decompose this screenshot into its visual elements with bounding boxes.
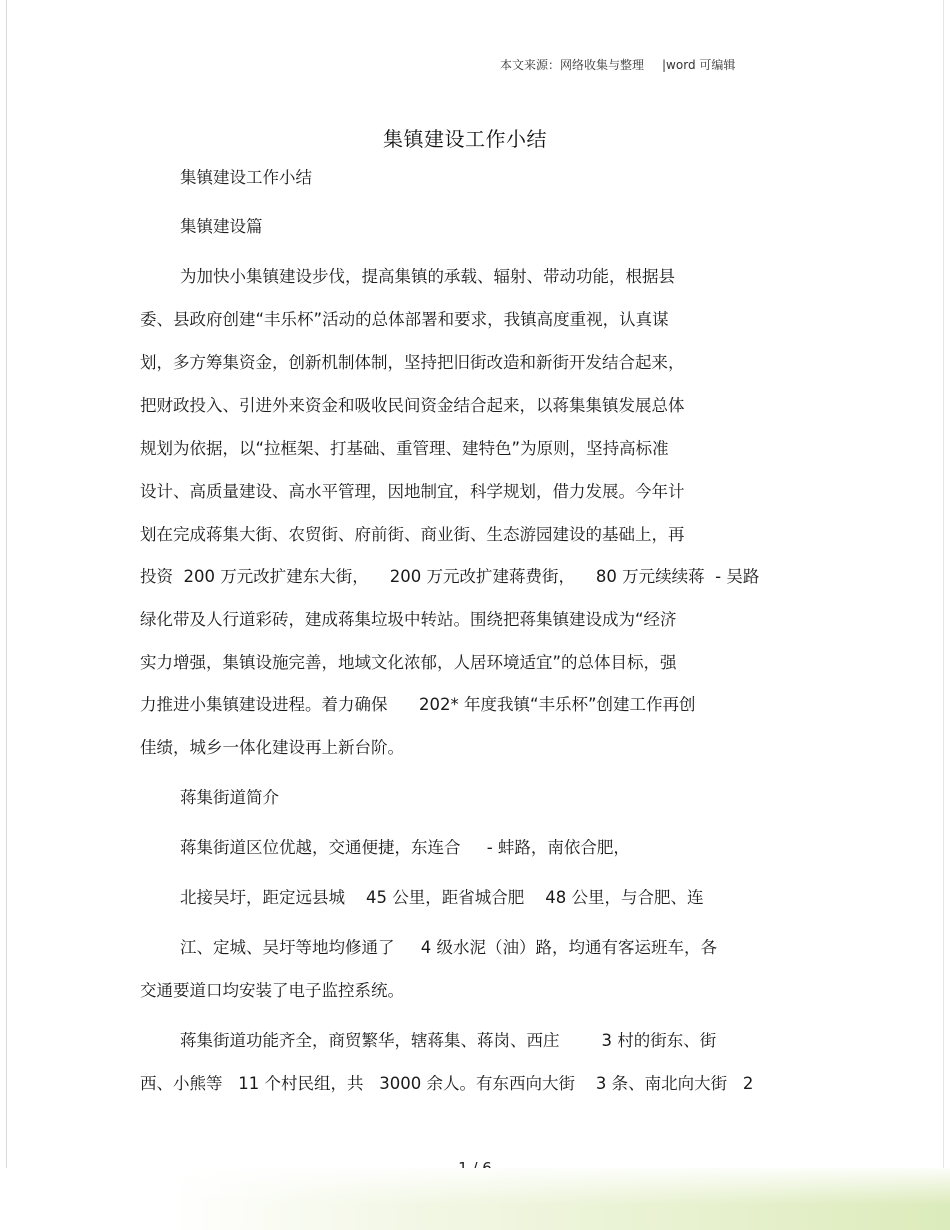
body-line: 西、小熊等 11 个村民组，共 3000 余人。有东西向大街 3 条、南北向大街 2 [140, 1074, 754, 1093]
body-line: 蒋集街道区位优越，交通便捷，东连合 - 蚌路，南依合肥， [180, 838, 630, 857]
page-edge-right [943, 0, 944, 1230]
source-label: 本文来源：网络收集与整理 [500, 58, 645, 72]
body-line: 规划为依据，以“拉框架、打基础、重管理、建特色”为原则，坚持高标准 [140, 439, 669, 458]
body-line: 绿化带及人行道彩砖，建成蒋集垃圾中转站。围绕把蒋集镇建设成为“经济 [140, 610, 677, 629]
body-line: 实力增强，集镇设施完善，地域文化浓郁，人居环境适宜”的总体目标，强 [140, 653, 677, 672]
body-line: 划在完成蒋集大街、农贸街、府前街、商业街、生态游园建设的基础上，再 [140, 525, 685, 544]
page-header [500, 57, 735, 73]
section-heading: 蒋集街道简介 [180, 788, 279, 807]
body-line: 蒋集街道功能齐全，商贸繁华，辖蒋集、蒋岗、西庄 3 村的街东、街 [180, 1031, 717, 1050]
body-line: 投资 200 万元改扩建东大街， 200 万元改扩建蒋费街， 80 万元续续蒋 - 吴路 [140, 567, 760, 586]
body-line: 交通要道口均安装了电子监控系统。 [140, 981, 404, 1000]
body-line: 委、县政府创建“丰乐杯”活动的总体部署和要求，我镇高度重视，认真谋 [140, 310, 669, 329]
document-title: 集镇建设工作小结 [383, 127, 547, 151]
body-line: 把财政投入、引进外来资金和吸收民间资金结合起来，以蒋集集镇发展总体 [140, 396, 685, 415]
body-line: 北接吴圩，距定远县城 45 公里，距省城合肥 48 公里，与合肥、连 [180, 888, 704, 907]
body-line: 江、定城、吴圩等地均修通了 4 级水泥（油）路，均通有客运班车，各 [180, 938, 717, 957]
body-line: 为加快小集镇建设步伐，提高集镇的承载、辐射、带动功能，根据县 [180, 267, 675, 286]
edit-note: |word 可编辑 [662, 58, 736, 72]
body-line: 设计、高质量建设、高水平管理，因地制宜，科学规划，借力发展。今年计 [140, 482, 685, 501]
body-line: 佳绩，城乡一体化建设再上新台阶。 [140, 738, 404, 757]
body-line: 划，多方筹集资金，创新机制体制，坚持把旧街改造和新街开发结合起来， [140, 353, 685, 372]
subtitle-line: 集镇建设工作小结 [180, 168, 312, 187]
footer-decoration [0, 1168, 950, 1230]
page-edge-left [6, 0, 7, 1230]
section-heading: 集镇建设篇 [180, 217, 263, 236]
body-line: 力推进小集镇建设进程。着力确保 202* 年度我镇“丰乐杯”创建工作再创 [140, 695, 696, 714]
